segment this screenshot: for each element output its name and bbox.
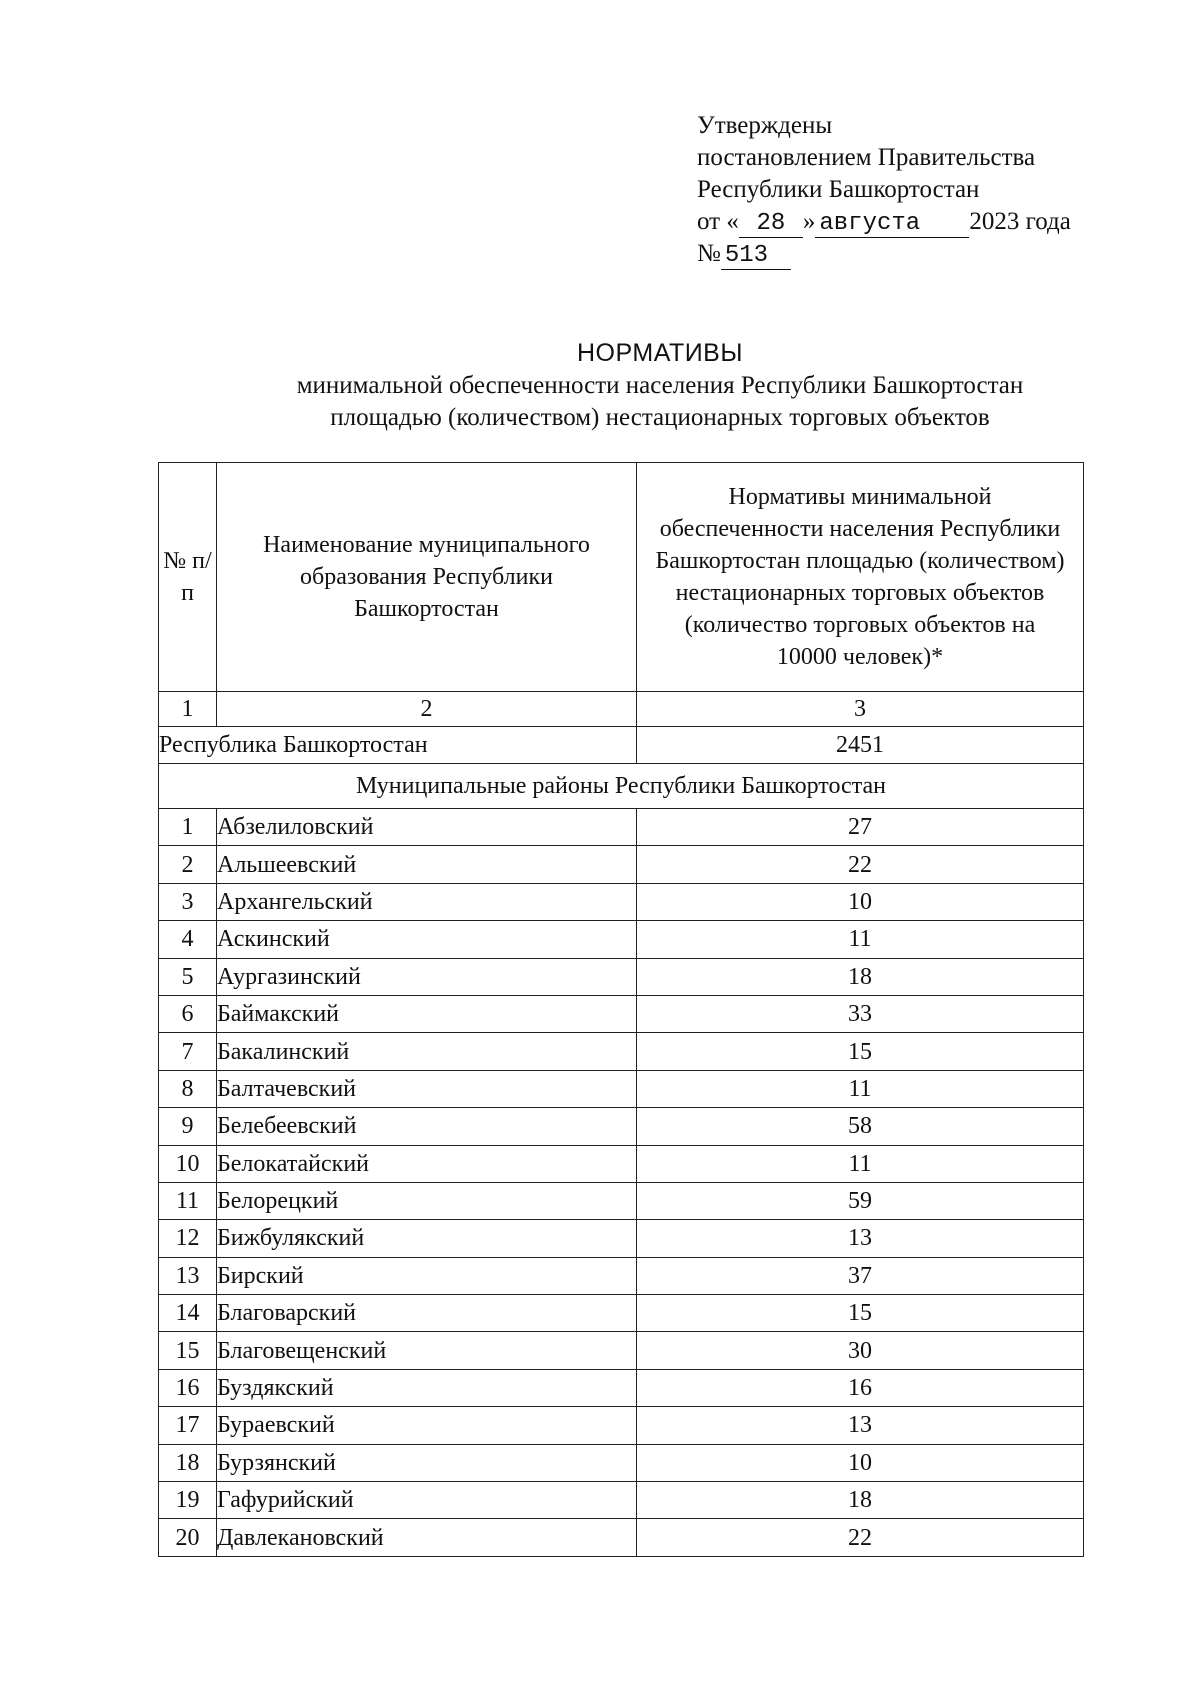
row-value: 11 (637, 1145, 1084, 1182)
total-value: 2451 (637, 727, 1084, 764)
row-number: 16 (159, 1369, 217, 1406)
row-number: 12 (159, 1220, 217, 1257)
row-municipality: Бакалинский (217, 1033, 637, 1070)
table-row (159, 883, 1084, 920)
row-municipality: Буздякский (217, 1369, 637, 1406)
table-row (159, 1482, 1084, 1519)
total-row (159, 727, 1084, 764)
table-row (159, 1257, 1084, 1294)
column-number-row (159, 692, 1084, 727)
table-row (159, 1407, 1084, 1444)
table-row (159, 958, 1084, 995)
row-number: 10 (159, 1145, 217, 1182)
row-value: 33 (637, 995, 1084, 1032)
document-subtitle-line1: минимальной обеспеченности населения Республики Башкортостан (296, 372, 1024, 399)
row-municipality: Белокатайский (217, 1145, 637, 1182)
date-prefix: от « (697, 208, 739, 235)
row-number: 4 (159, 921, 217, 958)
column-number: 3 (637, 692, 1084, 727)
approval-line-approved: Утверждены (697, 112, 833, 139)
total-name: Республика Башкортостан (159, 727, 637, 764)
row-number: 15 (159, 1332, 217, 1369)
approval-line-resolution: постановлением Правительства (697, 144, 1036, 171)
table-row (159, 1182, 1084, 1219)
row-number: 6 (159, 995, 217, 1032)
row-number: 20 (159, 1519, 217, 1556)
table-row (159, 1332, 1084, 1369)
row-value: 58 (637, 1108, 1084, 1145)
row-value: 11 (637, 921, 1084, 958)
row-municipality: Балтачевский (217, 1070, 637, 1107)
row-value: 13 (637, 1220, 1084, 1257)
table-row (159, 846, 1084, 883)
row-value: 16 (637, 1369, 1084, 1406)
row-municipality: Баймакский (217, 995, 637, 1032)
row-number: 2 (159, 846, 217, 883)
row-value: 22 (637, 846, 1084, 883)
row-municipality: Давлекановский (217, 1519, 637, 1556)
row-municipality: Бурзянский (217, 1444, 637, 1481)
table-row (159, 1519, 1084, 1556)
row-value: 10 (637, 1444, 1084, 1481)
row-number: 5 (159, 958, 217, 995)
table-row (159, 921, 1084, 958)
row-number: 9 (159, 1108, 217, 1145)
row-municipality: Гафурийский (217, 1482, 637, 1519)
document-title-block (160, 336, 1160, 434)
row-municipality: Аскинский (217, 921, 637, 958)
row-value: 10 (637, 883, 1084, 920)
row-value: 22 (637, 1519, 1084, 1556)
row-municipality: Альшеевский (217, 846, 637, 883)
row-number: 19 (159, 1482, 217, 1519)
row-number: 3 (159, 883, 217, 920)
row-municipality: Архангельский (217, 883, 637, 920)
table-row (159, 1444, 1084, 1481)
number-prefix: № (697, 240, 721, 267)
table-row (159, 1220, 1084, 1257)
table-row (159, 809, 1084, 846)
row-number: 17 (159, 1407, 217, 1444)
date-year: 2023 года (969, 208, 1071, 235)
row-value: 13 (637, 1407, 1084, 1444)
row-value: 15 (637, 1033, 1084, 1070)
row-value: 18 (637, 958, 1084, 995)
table-row (159, 1108, 1084, 1145)
document-subtitle-line2: площадью (количеством) нестационарных торговых объектов (330, 404, 990, 431)
column-number: 1 (159, 692, 217, 727)
number-value: 513 (721, 243, 791, 270)
row-number: 14 (159, 1295, 217, 1332)
row-number: 18 (159, 1444, 217, 1481)
document-title: НОРМАТИВЫ (577, 339, 743, 367)
row-municipality: Белорецкий (217, 1182, 637, 1219)
row-value: 11 (637, 1070, 1084, 1107)
row-number: 13 (159, 1257, 217, 1294)
row-municipality: Белебеевский (217, 1108, 637, 1145)
column-number: 2 (217, 692, 637, 727)
row-municipality: Бирский (217, 1257, 637, 1294)
approval-block (697, 110, 1071, 270)
row-municipality: Бураевский (217, 1407, 637, 1444)
table-row (159, 1295, 1084, 1332)
row-value: 18 (637, 1482, 1084, 1519)
row-value: 37 (637, 1257, 1084, 1294)
section-title: Муниципальные районы Республики Башкортостан (159, 764, 1084, 809)
table-row (159, 995, 1084, 1032)
row-number: 8 (159, 1070, 217, 1107)
row-municipality: Бижбулякский (217, 1220, 637, 1257)
section-row (159, 764, 1084, 809)
table-row (159, 1033, 1084, 1070)
date-day: 28 (739, 211, 803, 238)
header-value: Нормативы минимальной обеспеченности населения Республики Башкортостан площадью (количеством) нестационарных торговых объектов (количество торговых объектов на 10000 человек)* (637, 463, 1084, 692)
header-number: № п/п (159, 463, 217, 692)
date-month: августа (815, 211, 969, 238)
row-value: 27 (637, 809, 1084, 846)
row-number: 1 (159, 809, 217, 846)
row-municipality: Абзелиловский (217, 809, 637, 846)
approval-number (697, 238, 1071, 270)
table-row (159, 1369, 1084, 1406)
header-name: Наименование муниципального образования Республики Башкортостан (217, 463, 637, 692)
table-row (159, 1145, 1084, 1182)
row-value: 15 (637, 1295, 1084, 1332)
row-number: 7 (159, 1033, 217, 1070)
approval-line-republic: Республики Башкортостан (697, 176, 980, 203)
table-row (159, 1070, 1084, 1107)
norms-table (158, 462, 1084, 1557)
row-number: 11 (159, 1182, 217, 1219)
approval-date (697, 206, 1071, 238)
row-value: 30 (637, 1332, 1084, 1369)
row-municipality: Благовещенский (217, 1332, 637, 1369)
row-value: 59 (637, 1182, 1084, 1219)
row-municipality: Аургазинский (217, 958, 637, 995)
row-municipality: Благоварский (217, 1295, 637, 1332)
table-header-row (159, 463, 1084, 692)
date-mid: » (802, 208, 816, 235)
